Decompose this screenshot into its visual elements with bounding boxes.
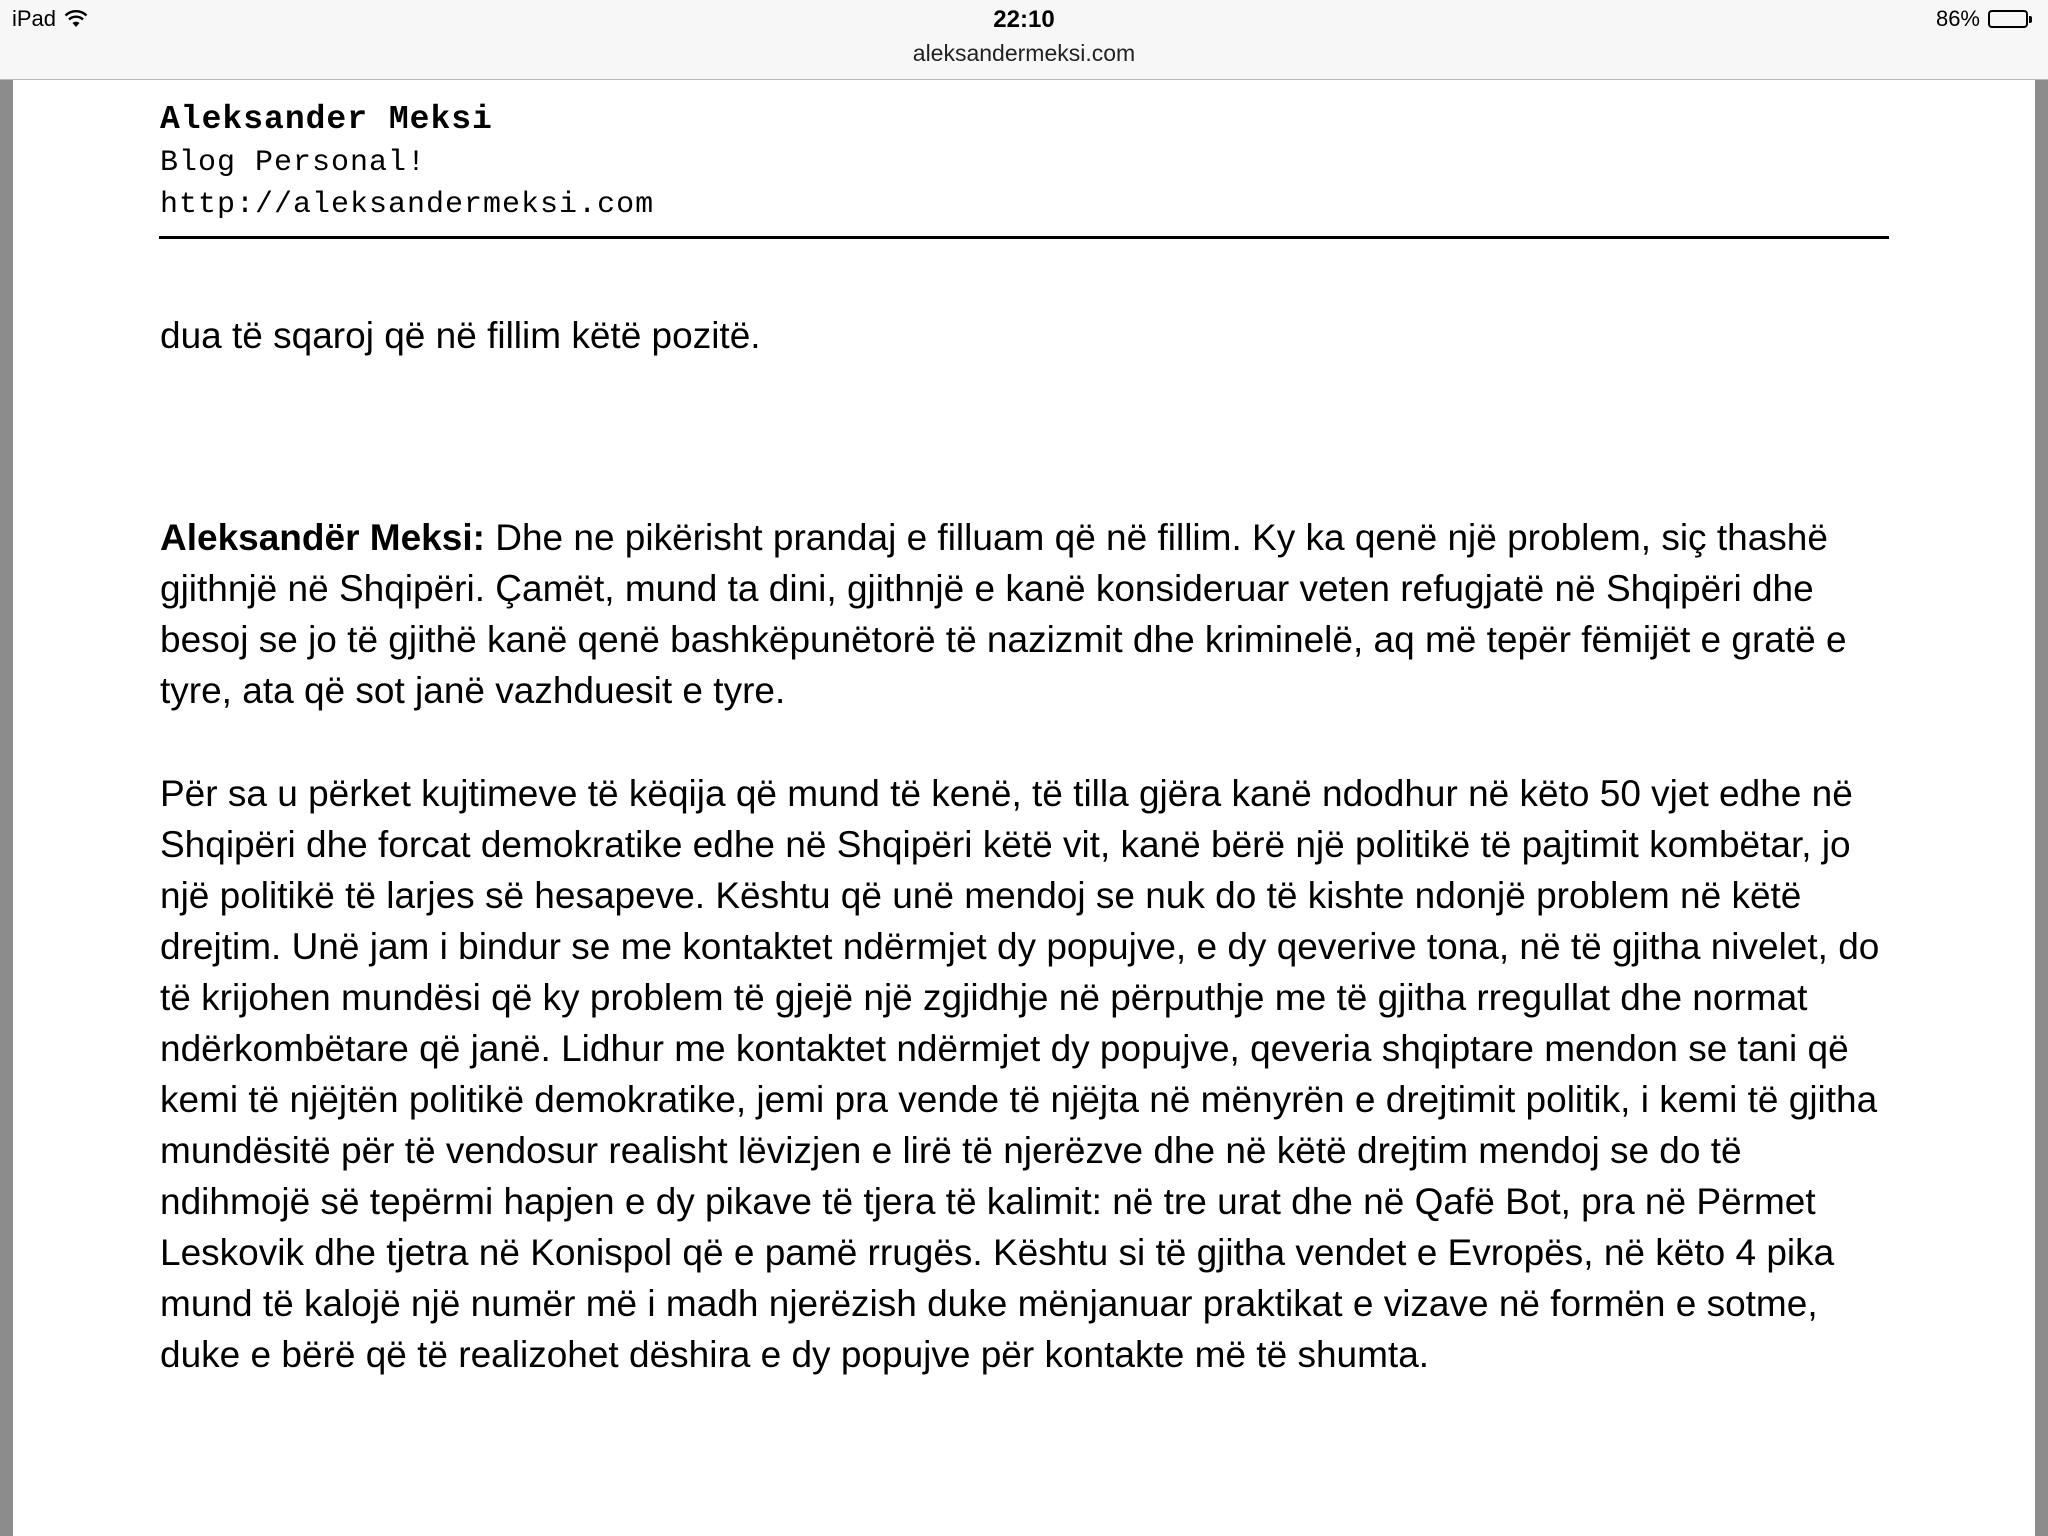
device-name: iPad xyxy=(12,6,57,31)
page-edge-left xyxy=(0,80,13,1536)
header-divider xyxy=(159,236,1889,239)
battery-percent: 86% xyxy=(1935,6,1980,31)
document-header xyxy=(160,98,1890,226)
battery-icon xyxy=(1988,9,2034,29)
paragraph-meksi-answer xyxy=(160,512,1900,716)
status-time: 22:10 xyxy=(993,6,1055,33)
header-site-link[interactable]: http://aleksandermeksi.com xyxy=(160,188,655,222)
header-author: Aleksander Meksi xyxy=(160,101,493,138)
paragraph-intro: dua të sqaroj që në fillim këtë pozitë. xyxy=(160,315,761,356)
speaker-label: Aleksandër Meksi: xyxy=(160,517,485,558)
paragraph-memories: Për sa u përket kujtimeve të këqija që mund të kenë, të tilla gjëra kanë ndodhur në këto 50 vjet edhe në Shqipëri dhe forcat demokratike edhe në Shqipëri këtë vit, kanë bërë një politikë të pajtimit kombëtar, jo një politikë të larjes së hesapeve. Kështu që unë mendoj se nuk do të kishte ndonjë problem në këtë drejtim. Unë jam i bindur se me kontaktet ndërmjet dy popujve, e dy qeverive tona, në të gjitha nivelet, do të krijohen mundësi që ky problem të gjejë një zgjidhje në përputhje me të gjitha rregullat dhe normat ndërkombëtare që janë. Lidhur me kontaktet ndërmjet dy popujve, qeveria shqiptare mendon se tani që kemi të njëjtën politikë demokratike, jemi pra vende të njëjta në mënyrën e drejtimit politik, i kemi të gjitha mundësitë për të vendosur realisht lëvizjen e lirë të njerëzve dhe në këtë drejtim mendoj se do të ndihmojë së tepërmi hapjen e dy pikave të tjera të kalimit: në tre urat dhe në Qafë Bot, pra në Përmet Leskovik dhe tjetra në Konispol që e pamë rrugës. Kështu si të gjitha vendet e Evropës, në këto 4 pika mund të kalojë një numër më i madh njerëzish duke mënjanuar praktikat e vizave në formën e sotme, duke e bërë që të realizohet dëshira e dy popujve për kontakte më të shumta. xyxy=(160,773,1880,1375)
browser-top-bar xyxy=(0,0,2048,80)
header-subtitle: Blog Personal! xyxy=(160,146,427,180)
page-edge-right xyxy=(2035,80,2048,1536)
paragraph-answer-text: Dhe ne pikërisht prandaj e filluam që në fillim. Ky ka qenë një problem, siç thashë gjithnjë në Shqipëri. Çamët, mund ta dini, gjithnjë e kanë konsideruar veten refugjatë në Shqipëri dhe besoj se jo të gjithë kanë qenë bashkëpunëtorë të nazizmit dhe kriminelë, aq më tepër fëmijët e gratë e tyre, ata që sot janë vazhduesit e tyre. xyxy=(160,517,1847,711)
address-bar-url[interactable]: aleksandermeksi.com xyxy=(912,40,1136,66)
status-bar-right xyxy=(1936,6,2034,32)
